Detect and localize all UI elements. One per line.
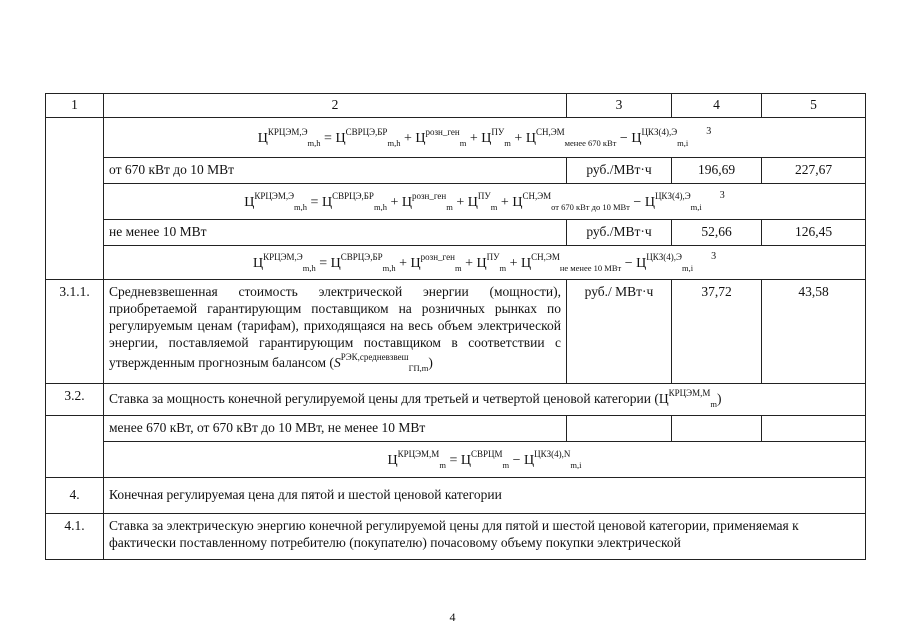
footnote-marker: 3 — [719, 190, 725, 202]
row-3-1-1-text: Средневзвешенная стоимость электрической энергии (мощности), приобретаемой гарантирующим поставщиком на розничных рынках по регулируемым ценам (тарифам), приходящаяся на весь объем электрической энергии, поставляемой гарантирующим поставщиком в соответствии с утвержденным прогнозным балансом $(S^{РЭК,средневзвеш}_{ГП,m})$ — [104, 280, 567, 384]
row-3-2: 3.2. Ставка за мощность конечной регулируемой цены для третьей и четвертой ценовой категории $(Ц^{КРЦЭМ,М}_m)$ — [46, 384, 866, 416]
row-4: 4. Конечная регулируемая цена для пятой и шестой ценовой категории — [46, 478, 866, 514]
row-3-1-1: 3.1.1. Средневзвешенная стоимость электрической энергии (мощности), приобретаемой гарантирующим поставщиком на розничных рынках по регулируемым ценам (тарифам), приходящаяся на весь объем электрической энергии, поставляемой гарантирующим поставщиком в соответствии с утвержденным прогнозным балансом $(S^{РЭК,средневзвеш}_{ГП,m})$ руб./ МВт·ч 37,72 43,58 — [46, 280, 866, 384]
page-number: 4 — [449, 610, 456, 624]
header-col-2: 2 — [104, 94, 567, 118]
footnote-marker: 3 — [706, 126, 712, 138]
tariff-table — [45, 93, 866, 560]
formula-670-10: $Ц^{КРЦЭМ,Э}_{m,h} = Ц^{СВРЦЭ,БР}_{m,h} + Ц^{розн\_ген}_m + Ц^{ПУ}_m + Ц^{СН,ЭМ}_{от 670 кВт до 10 МВт} - Ц^{ЦКЗ(4),Э}_{m,i}^3$ — [104, 184, 866, 220]
header-col-1: 1 — [46, 94, 104, 118]
empty-num-cell — [46, 118, 104, 280]
formula-power: $Ц^{КРЦЭМ,М}_m = Ц^{СВРЦМ}_m - Ц^{ЦКЗ(4),N}_{m,i}$ — [104, 442, 866, 478]
row-10: не менее 10 МВт руб./МВт·ч 52,66 126,45 — [46, 220, 866, 246]
footnote-marker: 3 — [711, 251, 717, 263]
header-col-5: 5 — [762, 94, 866, 118]
header-col-3: 3 — [567, 94, 672, 118]
header-row — [46, 94, 866, 118]
row-3-2-ranges: менее 670 кВт, от 670 кВт до 10 МВт, не менее 10 МВт — [46, 416, 866, 442]
row-670-10: от 670 кВт до 10 МВт руб./МВт·ч 196,69 227,67 — [46, 158, 866, 184]
header-col-4: 4 — [672, 94, 762, 118]
formula-less-670: $Ц^{КРЦЭМ,Э}_{m,h} = Ц^{СВРЦЭ,БР}_{m,h} + Ц^{розн\_ген}_m + Ц^{ПУ}_m + Ц^{СН,ЭМ}_{менее 670 кВт} - Ц^{ЦКЗ(4),Э}_{m,i}^3$ — [104, 118, 866, 158]
row-3-2-text: Ставка за мощность конечной регулируемой цены для третьей и четвертой ценовой категории $(Ц^{КРЦЭМ,М}_m)$ — [104, 384, 866, 416]
formula-10: $Ц^{КРЦЭМ,Э}_{m,h} = Ц^{СВРЦЭ,БР}_{m,h} + Ц^{розн\_ген}_m + Ц^{ПУ}_m + Ц^{СН,ЭМ}_{не менее 10 МВт} - Ц^{ЦКЗ(4),Э}_{m,i}^3$ — [104, 246, 866, 280]
row-4-1: 4.1. Ставка за электрическую энергию конечной регулируемой цены для пятой и шестой ценовой категории, применяемая к фактически поставленному потребителю (покупателю) почасовому объему покупки электрической — [46, 514, 866, 560]
